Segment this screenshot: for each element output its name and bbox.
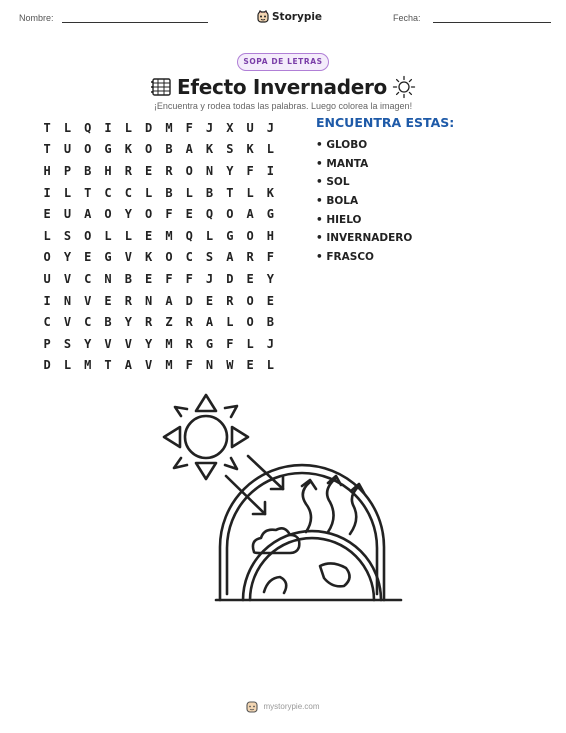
worksheet-type-badge: SOPA DE LETRAS xyxy=(237,53,329,71)
grid-letter[interactable]: O xyxy=(165,250,173,265)
grid-letter[interactable]: V xyxy=(104,336,112,351)
storypie-logo-icon xyxy=(257,10,269,23)
grid-letter[interactable]: E xyxy=(246,271,254,286)
grid-letter[interactable]: P xyxy=(63,163,72,178)
grid-letter[interactable]: E xyxy=(185,207,193,222)
grid-letter[interactable]: F xyxy=(266,250,275,265)
grid-letter[interactable]: O xyxy=(185,163,193,178)
grid-letter[interactable]: E xyxy=(84,250,92,265)
word-item: • FRASCO xyxy=(316,251,374,264)
footer xyxy=(0,700,566,713)
grid-letter[interactable]: A xyxy=(185,142,193,157)
word-item: • BOLA xyxy=(316,195,359,208)
grid-row xyxy=(37,182,281,204)
grid-letter[interactable]: Y xyxy=(63,250,72,265)
grid-letter[interactable]: L xyxy=(63,185,72,200)
grid-letter[interactable]: L xyxy=(205,228,214,243)
grid-letter[interactable]: L xyxy=(124,228,132,243)
instructions: ¡Encuentra y rodea todas las palabras. Luego colorea la imagen! xyxy=(153,101,413,111)
grid-letter[interactable]: A xyxy=(205,315,214,330)
brand-name: Storypie xyxy=(272,10,323,23)
grid-letter[interactable]: K xyxy=(145,250,153,265)
grid-letter[interactable]: F xyxy=(185,271,193,286)
grid-letter[interactable]: M xyxy=(165,358,173,373)
grid-letter[interactable]: A xyxy=(246,207,254,222)
grid-letter[interactable]: L xyxy=(266,358,275,373)
grid-letter[interactable]: F xyxy=(185,120,193,135)
page-title: Efecto Invernadero xyxy=(176,75,387,99)
grid-letter[interactable]: R xyxy=(226,293,234,308)
grid-letter[interactable]: Y xyxy=(124,315,132,330)
word-item: • SOL xyxy=(316,176,350,189)
footer-url[interactable]: mystorypie.com xyxy=(263,702,320,711)
grid-letter[interactable]: M xyxy=(165,228,173,243)
grid-letter[interactable]: Y xyxy=(226,163,234,178)
grid-letter[interactable]: R xyxy=(246,250,254,265)
grid-letter[interactable]: I xyxy=(104,120,112,135)
word-list-title: ENCUENTRA ESTAS: xyxy=(316,115,455,130)
grid-letter[interactable]: K xyxy=(246,142,254,157)
grid-letter[interactable]: T xyxy=(84,185,92,200)
grid-row xyxy=(37,290,281,312)
grid-letter[interactable]: K xyxy=(124,142,132,157)
grid-letter[interactable]: M xyxy=(84,358,92,373)
word-list xyxy=(316,115,454,267)
grid-letter[interactable]: O xyxy=(104,207,112,222)
word-item: • INVERNADERO xyxy=(316,232,413,245)
grid-letter[interactable]: E xyxy=(43,207,51,222)
grid-row xyxy=(37,225,281,247)
grid-letter[interactable]: O xyxy=(84,142,92,157)
grid-letter[interactable]: K xyxy=(205,142,214,157)
grid-letter[interactable]: O xyxy=(145,142,153,157)
greenhouse-illustration[interactable] xyxy=(160,392,410,607)
name-line[interactable] xyxy=(62,13,208,23)
grid-letter[interactable]: Y xyxy=(84,336,92,351)
grid-row xyxy=(37,268,281,290)
grid-row xyxy=(37,117,281,139)
grid-letter[interactable]: G xyxy=(205,336,214,351)
grid-letter[interactable]: N xyxy=(145,293,153,308)
grid-letter[interactable]: V xyxy=(124,336,132,351)
grid-letter[interactable]: L xyxy=(104,228,112,243)
word-item: • MANTA xyxy=(316,157,369,170)
grid-letter[interactable]: C xyxy=(104,185,112,200)
grid-letter[interactable]: A xyxy=(84,207,92,222)
grid-letter[interactable]: B xyxy=(84,163,92,178)
grid-letter[interactable]: C xyxy=(124,185,132,200)
grid-letter[interactable]: R xyxy=(185,336,193,351)
grid-letter[interactable]: L xyxy=(266,142,275,157)
grid-letter[interactable]: Q xyxy=(205,207,214,222)
notebook-icon xyxy=(150,77,172,97)
grid-letter[interactable]: R xyxy=(185,315,193,330)
grid-row xyxy=(37,355,281,377)
grid-letter[interactable]: L xyxy=(145,185,153,200)
grid-letter[interactable]: N xyxy=(205,358,214,373)
word-item: • GLOBO xyxy=(316,139,368,151)
grid-letter[interactable]: V xyxy=(145,358,153,373)
grid-letter[interactable]: L xyxy=(63,120,72,135)
grid-row xyxy=(37,203,281,225)
grid-letter[interactable]: L xyxy=(246,185,254,200)
grid-letter[interactable]: U xyxy=(63,207,72,222)
word-item: • HIELO xyxy=(316,213,362,226)
grid-letter[interactable]: E xyxy=(205,293,214,308)
grid-letter[interactable]: F xyxy=(246,163,254,178)
grid-letter[interactable]: M xyxy=(165,336,173,351)
grid-letter[interactable]: L xyxy=(43,228,51,243)
grid-letter[interactable]: C xyxy=(84,315,92,330)
grid-letter[interactable]: I xyxy=(43,293,51,308)
grid-letter[interactable]: O xyxy=(43,250,51,265)
grid-letter[interactable]: N xyxy=(205,163,214,178)
grid-row xyxy=(37,160,281,182)
grid-letter[interactable]: C xyxy=(185,250,193,265)
date-label: Fecha: xyxy=(393,13,421,23)
grid-letter[interactable]: J xyxy=(205,120,214,135)
grid-row xyxy=(37,139,281,161)
grid-letter[interactable]: L xyxy=(63,358,72,373)
grid-letter[interactable]: B xyxy=(104,315,112,330)
grid-letter[interactable]: D xyxy=(145,120,153,135)
letter-grid[interactable] xyxy=(37,117,281,376)
grid-letter[interactable]: Y xyxy=(145,336,153,351)
grid-letter[interactable]: E xyxy=(246,358,254,373)
grid-letter[interactable]: K xyxy=(266,185,275,200)
grid-letter[interactable]: W xyxy=(226,358,234,373)
brand xyxy=(257,10,322,23)
sun-outline-icon xyxy=(392,75,416,99)
grid-letter[interactable]: N xyxy=(104,271,112,286)
grid-letter[interactable]: I xyxy=(266,163,275,178)
grid-letter[interactable]: J xyxy=(205,271,214,286)
grid-letter[interactable]: I xyxy=(43,185,51,200)
grid-row xyxy=(37,311,281,333)
grid-letter[interactable]: O xyxy=(145,207,153,222)
grid-letter[interactable]: E xyxy=(145,163,153,178)
grid-letter[interactable]: F xyxy=(185,358,193,373)
grid-letter[interactable]: L xyxy=(226,315,234,330)
grid-letter[interactable]: R xyxy=(124,293,132,308)
grid-letter[interactable]: O xyxy=(84,228,92,243)
grid-letter[interactable]: T xyxy=(43,142,51,157)
grid-letter[interactable]: G xyxy=(104,142,112,157)
grid-letter[interactable]: G xyxy=(104,250,112,265)
date-line[interactable] xyxy=(433,13,551,23)
grid-letter[interactable]: D xyxy=(226,271,234,286)
grid-letter[interactable]: F xyxy=(165,271,173,286)
grid-letter[interactable]: Q xyxy=(185,228,193,243)
grid-letter[interactable]: L xyxy=(185,185,193,200)
grid-letter[interactable]: C xyxy=(43,315,51,330)
name-field xyxy=(19,13,208,23)
grid-letter[interactable]: A xyxy=(124,358,132,373)
grid-letter[interactable]: B xyxy=(165,185,173,200)
grid-letter[interactable]: U xyxy=(63,142,72,157)
grid-letter[interactable]: A xyxy=(165,293,173,308)
grid-letter[interactable]: D xyxy=(43,358,51,373)
grid-letter[interactable]: C xyxy=(84,271,92,286)
grid-letter[interactable]: L xyxy=(124,120,132,135)
name-label: Nombre: xyxy=(19,13,54,23)
grid-letter[interactable]: O xyxy=(246,293,254,308)
grid-letter[interactable]: F xyxy=(165,207,173,222)
grid-letter[interactable]: T xyxy=(104,358,112,373)
grid-letter[interactable]: E xyxy=(145,271,153,286)
grid-letter[interactable]: R xyxy=(145,315,153,330)
grid-letter[interactable]: J xyxy=(266,336,275,351)
grid-letter[interactable]: B xyxy=(165,142,173,157)
grid-letter[interactable]: O xyxy=(226,207,234,222)
grid-letter[interactable]: R xyxy=(124,163,132,178)
grid-letter[interactable]: T xyxy=(43,120,51,135)
grid-letter[interactable]: T xyxy=(226,185,234,200)
grid-letter[interactable]: M xyxy=(165,120,173,135)
grid-letter[interactable]: Q xyxy=(84,120,92,135)
grid-letter[interactable]: U xyxy=(43,271,51,286)
grid-letter[interactable]: H xyxy=(266,228,275,243)
sun-icon xyxy=(164,395,248,479)
grid-letter[interactable]: G xyxy=(226,228,234,243)
grid-letter[interactable]: A xyxy=(226,250,234,265)
grid-letter[interactable]: Y xyxy=(124,207,132,222)
grid-letter[interactable]: E xyxy=(104,293,112,308)
grid-letter[interactable]: G xyxy=(266,207,275,222)
grid-letter[interactable]: B xyxy=(124,271,132,286)
grid-letter[interactable]: Y xyxy=(266,271,275,286)
grid-letter[interactable]: O xyxy=(246,228,254,243)
grid-letter[interactable]: B xyxy=(266,315,275,330)
grid-letter[interactable]: U xyxy=(246,120,254,135)
grid-letter[interactable]: V xyxy=(84,293,92,308)
grid-letter[interactable]: S xyxy=(63,336,72,351)
grid-letter[interactable]: S xyxy=(226,142,234,157)
grid-letter[interactable]: N xyxy=(63,293,72,308)
grid-letter[interactable]: O xyxy=(246,315,254,330)
grid-letter[interactable]: V xyxy=(124,250,132,265)
grid-letter[interactable]: S xyxy=(205,250,214,265)
grid-letter[interactable]: R xyxy=(165,163,173,178)
grid-letter[interactable]: B xyxy=(205,185,214,200)
grid-letter[interactable]: P xyxy=(43,336,51,351)
grid-row xyxy=(37,247,281,269)
grid-letter[interactable]: Z xyxy=(165,315,173,330)
grid-letter[interactable]: L xyxy=(246,336,254,351)
grid-letter[interactable]: H xyxy=(104,163,112,178)
storypie-logo-icon xyxy=(246,700,258,713)
grid-letter[interactable]: E xyxy=(266,293,275,308)
grid-letter[interactable]: S xyxy=(63,228,72,243)
grid-letter[interactable]: D xyxy=(185,293,193,308)
title-row xyxy=(150,72,416,102)
grid-row xyxy=(37,333,281,355)
grid-letter[interactable]: X xyxy=(226,120,234,135)
grid-letter[interactable]: F xyxy=(226,336,234,351)
grid-letter[interactable]: J xyxy=(266,120,275,135)
grid-letter[interactable]: H xyxy=(43,163,51,178)
grid-letter[interactable]: V xyxy=(63,315,72,330)
date-field xyxy=(393,13,551,23)
grid-letter[interactable]: E xyxy=(145,228,153,243)
grid-letter[interactable]: V xyxy=(63,271,72,286)
